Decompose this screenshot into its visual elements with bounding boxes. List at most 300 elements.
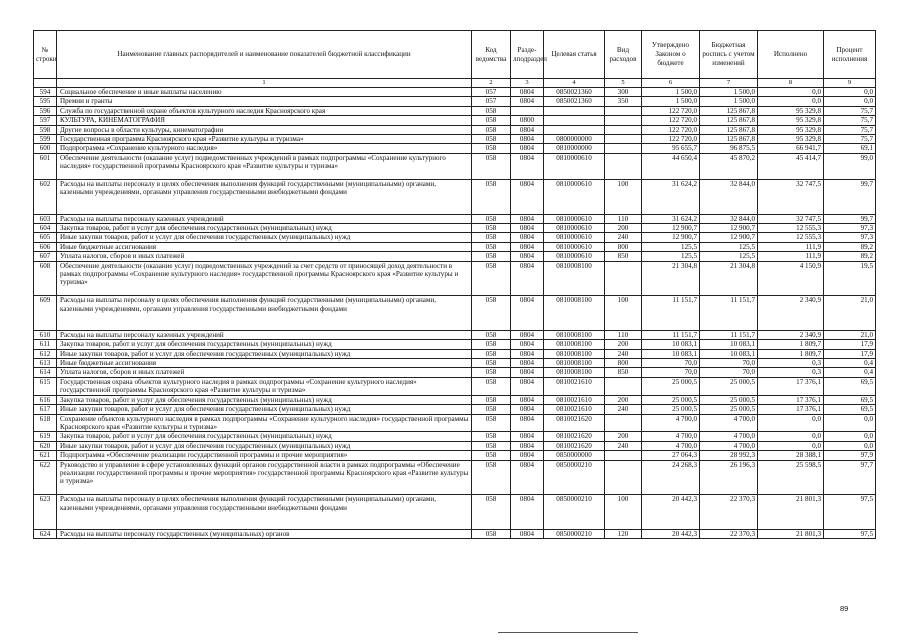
row-number: 599 (34, 135, 57, 144)
target-article: 0850000000 (544, 451, 605, 460)
executed-amount: 1 809,7 (758, 349, 824, 358)
header-target-article: Целевая статья (544, 31, 605, 79)
department-code: 058 (472, 330, 511, 339)
expense-type: 200 (605, 340, 642, 349)
schedule-amount: 10 083,1 (700, 349, 758, 358)
department-code: 058 (472, 153, 511, 179)
executed-amount: 95 329,8 (758, 116, 824, 125)
schedule-amount: 11 151,7 (700, 296, 758, 331)
percent-executed: 69,5 (824, 405, 876, 414)
executed-amount: 66 941,7 (758, 144, 824, 153)
department-code: 057 (472, 97, 511, 106)
executed-amount: 2 340,9 (758, 330, 824, 339)
percent-executed: 0,0 (824, 432, 876, 441)
department-code: 058 (472, 261, 511, 296)
table-row (34, 153, 876, 179)
row-number: 604 (34, 224, 57, 233)
section-code: 0804 (511, 242, 544, 251)
table-row (34, 125, 876, 134)
section-code (511, 106, 544, 115)
approved-amount: 10 083,1 (642, 340, 700, 349)
section-code: 0804 (511, 495, 544, 530)
expense-type (605, 377, 642, 395)
row-number: 612 (34, 349, 57, 358)
percent-executed: 0,0 (824, 414, 876, 432)
row-number: 601 (34, 153, 57, 179)
approved-amount: 20 442,3 (642, 529, 700, 538)
table-row (34, 97, 876, 106)
expense-type (605, 261, 642, 296)
schedule-amount: 25 000,5 (700, 377, 758, 395)
row-name: Закупка товаров, работ и услуг для обеспечения государственных (муниципальных) нужд (57, 395, 472, 404)
expense-type (605, 153, 642, 179)
schedule-amount: 22 370,3 (700, 495, 758, 530)
approved-amount: 20 442,3 (642, 495, 700, 530)
header-section-code: Разде-лподраздел (511, 31, 544, 79)
row-name: Руководство и управление в сфере установленных функций органов государственной власти в рамках подпрограммы «Обеспечение реализации государственной программы и прочие мероприятия» государственной программы Красноярского края «Развитие культуры и туризма» (57, 460, 472, 495)
executed-amount: 28 388,1 (758, 451, 824, 460)
table-row (34, 414, 876, 432)
column-index: 5 (605, 79, 642, 88)
schedule-amount: 12 900,7 (700, 233, 758, 242)
budget-execution-table (33, 30, 876, 539)
row-name: Расходы на выплаты персоналу государственных (муниципальных) органов (57, 529, 472, 538)
department-code: 058 (472, 495, 511, 530)
percent-executed: 89,2 (824, 242, 876, 251)
section-code: 0804 (511, 405, 544, 414)
percent-executed: 69,5 (824, 377, 876, 395)
department-code: 058 (472, 405, 511, 414)
target-article: 0850000210 (544, 460, 605, 495)
expense-type: 240 (605, 441, 642, 450)
department-code: 058 (472, 460, 511, 495)
expense-type: 240 (605, 233, 642, 242)
header-budget-schedule: Бюджетная роспись с учетом изменений (700, 31, 758, 79)
table-row (34, 405, 876, 414)
column-index: 7 (700, 79, 758, 88)
row-number: 598 (34, 125, 57, 134)
department-code: 058 (472, 242, 511, 251)
approved-amount: 12 900,7 (642, 233, 700, 242)
expense-type: 240 (605, 349, 642, 358)
column-index: 4 (544, 79, 605, 88)
section-code: 0804 (511, 529, 544, 538)
department-code: 058 (472, 451, 511, 460)
department-code: 058 (472, 414, 511, 432)
table-row (34, 106, 876, 115)
executed-amount: 32 747,5 (758, 180, 824, 215)
expense-type: 120 (605, 529, 642, 538)
percent-executed: 99,7 (824, 214, 876, 223)
schedule-amount: 21 304,8 (700, 261, 758, 296)
section-code: 0804 (511, 451, 544, 460)
approved-amount: 122 720,0 (642, 116, 700, 125)
table-row (34, 529, 876, 538)
approved-amount: 125,5 (642, 252, 700, 261)
row-number: 606 (34, 242, 57, 251)
schedule-amount: 125 867,8 (700, 125, 758, 134)
target-article: 0810008100 (544, 296, 605, 331)
department-code: 058 (472, 224, 511, 233)
percent-executed: 99,0 (824, 153, 876, 179)
section-code: 0804 (511, 441, 544, 450)
target-article: 0810000610 (544, 224, 605, 233)
target-article: 0810021620 (544, 432, 605, 441)
executed-amount: 0,0 (758, 88, 824, 97)
footer-divider (498, 632, 638, 633)
row-name: Государственная программа Красноярского края «Развитие культуры и туризма» (57, 135, 472, 144)
section-code: 0804 (511, 233, 544, 242)
row-name: КУЛЬТУРА, КИНЕМАТОГРАФИЯ (57, 116, 472, 125)
row-number: 610 (34, 330, 57, 339)
table-row (34, 135, 876, 144)
approved-amount: 4 700,0 (642, 441, 700, 450)
executed-amount: 45 414,7 (758, 153, 824, 179)
department-code: 058 (472, 340, 511, 349)
target-article: 0810021610 (544, 395, 605, 404)
department-code: 058 (472, 359, 511, 368)
row-number: 618 (34, 414, 57, 432)
percent-executed: 75,7 (824, 125, 876, 134)
section-code: 0804 (511, 125, 544, 134)
row-number: 597 (34, 116, 57, 125)
row-name: Расходы на выплаты персоналу в целях обеспечения выполнения функций государственными (муниципальными) органами, казенными учреждениями, органами управления государственными внебюджетными фондами (57, 296, 472, 331)
row-name: Уплата налогов, сборов и иных платежей (57, 368, 472, 377)
executed-amount: 1 809,7 (758, 340, 824, 349)
approved-amount: 44 650,4 (642, 153, 700, 179)
table-row (34, 224, 876, 233)
department-code: 058 (472, 252, 511, 261)
section-code: 0804 (511, 340, 544, 349)
expense-type: 350 (605, 97, 642, 106)
percent-executed: 97,3 (824, 233, 876, 242)
row-name: Расходы на выплаты персоналу казенных учреждений (57, 330, 472, 339)
row-number: 596 (34, 106, 57, 115)
section-code: 0804 (511, 214, 544, 223)
percent-executed: 99,7 (824, 180, 876, 215)
target-article: 0810000610 (544, 252, 605, 261)
schedule-amount: 125,5 (700, 252, 758, 261)
header-department-code: Код ведомства (472, 31, 511, 79)
row-number: 594 (34, 88, 57, 97)
percent-executed: 0,4 (824, 368, 876, 377)
schedule-amount: 22 370,3 (700, 529, 758, 538)
row-name: Сохранение объектов культурного наследия в рамках подпрограммы «Сохранение культурного наследия» государственной программы Красноярского края «Развитие культуры и туризма» (57, 414, 472, 432)
row-name: Расходы на выплаты персоналу казенных учреждений (57, 214, 472, 223)
row-name: Расходы на выплаты персоналу в целях обеспечения выполнения функций государственными (муниципальными) органами, казенными учреждениями, органами управления государственными внебюджетными фондами (57, 180, 472, 215)
approved-amount: 25 000,5 (642, 377, 700, 395)
executed-amount: 21 801,3 (758, 495, 824, 530)
executed-amount: 95 329,8 (758, 125, 824, 134)
percent-executed: 17,9 (824, 349, 876, 358)
approved-amount: 122 720,0 (642, 125, 700, 134)
row-name: Расходы на выплаты персоналу в целях обеспечения выполнения функций государственными (муниципальными) органами, казенными учреждениями, органами управления государственными внебюджетными фондами (57, 495, 472, 530)
executed-amount: 25 598,5 (758, 460, 824, 495)
section-code: 0804 (511, 97, 544, 106)
target-article: 0810000610 (544, 153, 605, 179)
section-code: 0804 (511, 330, 544, 339)
section-code: 0804 (511, 296, 544, 331)
target-article: 0810021620 (544, 414, 605, 432)
section-code: 0804 (511, 414, 544, 432)
department-code: 058 (472, 377, 511, 395)
row-name: Подпрограмма «Сохранение культурного наследия» (57, 144, 472, 153)
table-row (34, 144, 876, 153)
row-number: 617 (34, 405, 57, 414)
schedule-amount: 70,0 (700, 359, 758, 368)
table-row (34, 340, 876, 349)
table-row (34, 368, 876, 377)
executed-amount: 21 801,3 (758, 529, 824, 538)
expense-type: 100 (605, 296, 642, 331)
department-code: 058 (472, 529, 511, 538)
table-row (34, 296, 876, 331)
target-article: 0850000210 (544, 529, 605, 538)
expense-type: 110 (605, 214, 642, 223)
department-code: 058 (472, 135, 511, 144)
percent-executed: 21,0 (824, 330, 876, 339)
schedule-amount: 12 900,7 (700, 224, 758, 233)
approved-amount: 31 624,2 (642, 214, 700, 223)
row-name: Другие вопросы в области культуры, кинематографии (57, 125, 472, 134)
expense-type: 110 (605, 330, 642, 339)
schedule-amount: 4 700,0 (700, 432, 758, 441)
department-code: 058 (472, 214, 511, 223)
schedule-amount: 70,0 (700, 368, 758, 377)
table-row (34, 242, 876, 251)
table-row (34, 359, 876, 368)
department-code: 058 (472, 144, 511, 153)
expense-type (605, 460, 642, 495)
section-code: 0804 (511, 368, 544, 377)
expense-type: 100 (605, 495, 642, 530)
expense-type (605, 106, 642, 115)
expense-type: 300 (605, 88, 642, 97)
target-article: 0810000610 (544, 180, 605, 215)
expense-type: 200 (605, 432, 642, 441)
row-number: 620 (34, 441, 57, 450)
section-code: 0804 (511, 432, 544, 441)
target-article (544, 106, 605, 115)
budget-table-page (33, 30, 875, 539)
column-index: 3 (511, 79, 544, 88)
section-code: 0804 (511, 359, 544, 368)
approved-amount: 31 624,2 (642, 180, 700, 215)
expense-type (605, 414, 642, 432)
approved-amount: 122 720,0 (642, 135, 700, 144)
executed-amount: 4 150,9 (758, 261, 824, 296)
department-code: 057 (472, 88, 511, 97)
schedule-amount: 25 000,5 (700, 395, 758, 404)
section-code: 0804 (511, 180, 544, 215)
row-name: Закупка товаров, работ и услуг для обеспечения государственных (муниципальных) нужд (57, 340, 472, 349)
row-number: 624 (34, 529, 57, 538)
percent-executed: 0,0 (824, 88, 876, 97)
approved-amount: 11 151,7 (642, 296, 700, 331)
row-name: Служба по государственной охране объектов культурного наследия Красноярского края (57, 106, 472, 115)
expense-type: 850 (605, 252, 642, 261)
row-number: 603 (34, 214, 57, 223)
row-name: Закупка товаров, работ и услуг для обеспечения государственных (муниципальных) нужд (57, 432, 472, 441)
section-code: 0804 (511, 349, 544, 358)
approved-amount: 1 500,0 (642, 97, 700, 106)
expense-type: 100 (605, 180, 642, 215)
approved-amount: 21 304,8 (642, 261, 700, 296)
department-code: 058 (472, 441, 511, 450)
column-index: 8 (758, 79, 824, 88)
percent-executed: 21,0 (824, 296, 876, 331)
table-row (34, 252, 876, 261)
row-number: 621 (34, 451, 57, 460)
column-index (34, 79, 57, 88)
executed-amount: 0,3 (758, 359, 824, 368)
schedule-amount: 125 867,8 (700, 106, 758, 115)
approved-amount: 11 151,7 (642, 330, 700, 339)
target-article: 0810000610 (544, 242, 605, 251)
expense-type (605, 125, 642, 134)
schedule-amount: 125,5 (700, 242, 758, 251)
schedule-amount: 32 844,0 (700, 214, 758, 223)
executed-amount: 12 555,3 (758, 233, 824, 242)
department-code: 058 (472, 106, 511, 115)
department-code: 058 (472, 432, 511, 441)
table-row (34, 116, 876, 125)
table-row (34, 180, 876, 215)
percent-executed: 0,0 (824, 97, 876, 106)
percent-executed: 0,0 (824, 441, 876, 450)
approved-amount: 1 500,0 (642, 88, 700, 97)
row-number: 600 (34, 144, 57, 153)
schedule-amount: 1 500,0 (700, 88, 758, 97)
row-name: Иные закупки товаров, работ и услуг для обеспечения государственных (муниципальных) нужд (57, 441, 472, 450)
schedule-amount: 10 083,1 (700, 340, 758, 349)
table-row (34, 451, 876, 460)
section-code: 0804 (511, 395, 544, 404)
target-article: 0810008100 (544, 349, 605, 358)
expense-type: 200 (605, 395, 642, 404)
section-code: 0804 (511, 460, 544, 495)
row-name: Иные закупки товаров, работ и услуг для обеспечения государственных (муниципальных) нужд (57, 349, 472, 358)
schedule-amount: 45 870,2 (700, 153, 758, 179)
section-code: 0804 (511, 261, 544, 296)
approved-amount: 125,5 (642, 242, 700, 251)
executed-amount: 2 340,9 (758, 296, 824, 331)
schedule-amount: 96 875,5 (700, 144, 758, 153)
schedule-amount: 4 700,0 (700, 441, 758, 450)
column-index: 1 (57, 79, 472, 88)
percent-executed: 97,7 (824, 460, 876, 495)
row-name: Премии и гранты (57, 97, 472, 106)
approved-amount: 122 720,0 (642, 106, 700, 115)
executed-amount: 0,3 (758, 368, 824, 377)
approved-amount: 70,0 (642, 359, 700, 368)
approved-amount: 12 900,7 (642, 224, 700, 233)
executed-amount: 17 376,1 (758, 405, 824, 414)
target-article (544, 116, 605, 125)
approved-amount: 4 700,0 (642, 414, 700, 432)
target-article: 0810021610 (544, 377, 605, 395)
percent-executed: 19,5 (824, 261, 876, 296)
executed-amount: 95 329,8 (758, 135, 824, 144)
table-row (34, 395, 876, 404)
row-number: 619 (34, 432, 57, 441)
executed-amount: 0,0 (758, 441, 824, 450)
column-index: 9 (824, 79, 876, 88)
section-code: 0804 (511, 88, 544, 97)
header-name: Наименование главных распорядителей и наименование показателей бюджетной классификации (57, 31, 472, 79)
row-number: 605 (34, 233, 57, 242)
target-article: 0850021360 (544, 97, 605, 106)
executed-amount: 111,9 (758, 242, 824, 251)
target-article: 0810000000 (544, 144, 605, 153)
expense-type: 800 (605, 359, 642, 368)
percent-executed: 0,4 (824, 359, 876, 368)
expense-type (605, 135, 642, 144)
percent-executed: 75,7 (824, 116, 876, 125)
schedule-amount: 125 867,8 (700, 135, 758, 144)
table-row (34, 233, 876, 242)
row-number: 595 (34, 97, 57, 106)
department-code: 058 (472, 395, 511, 404)
table-body (34, 88, 876, 539)
executed-amount: 0,0 (758, 414, 824, 432)
row-name: Иные бюджетные ассигнования (57, 359, 472, 368)
table-row (34, 377, 876, 395)
approved-amount: 27 064,3 (642, 451, 700, 460)
row-number: 616 (34, 395, 57, 404)
row-number: 613 (34, 359, 57, 368)
target-article: 0850021360 (544, 88, 605, 97)
target-article: 0810000610 (544, 214, 605, 223)
percent-executed: 17,9 (824, 340, 876, 349)
approved-amount: 4 700,0 (642, 432, 700, 441)
section-code: 0804 (511, 252, 544, 261)
expense-type: 200 (605, 224, 642, 233)
page-number: 89 (840, 604, 849, 613)
schedule-amount: 28 992,3 (700, 451, 758, 460)
target-article: 0800000000 (544, 135, 605, 144)
executed-amount: 95 329,8 (758, 106, 824, 115)
target-article: 0810021620 (544, 441, 605, 450)
target-article (544, 125, 605, 134)
column-index-row (34, 79, 876, 88)
schedule-amount: 25 000,5 (700, 405, 758, 414)
executed-amount: 0,0 (758, 97, 824, 106)
executed-amount: 111,9 (758, 252, 824, 261)
row-name: Обеспечение деятельности (оказание услуг) подведомственных учреждений в рамках подпрограммы «Сохранение культурного наследия» государственной программы Красноярского края «Развитие культуры и туризма» (57, 153, 472, 179)
department-code: 058 (472, 368, 511, 377)
row-number: 607 (34, 252, 57, 261)
section-code: 0804 (511, 377, 544, 395)
approved-amount: 25 000,5 (642, 405, 700, 414)
target-article: 0810008100 (544, 368, 605, 377)
header-executed: Исполнено (758, 31, 824, 79)
target-article: 0810008100 (544, 340, 605, 349)
schedule-amount: 1 500,0 (700, 97, 758, 106)
table-row (34, 441, 876, 450)
percent-executed: 75,7 (824, 106, 876, 115)
section-code: 0804 (511, 224, 544, 233)
expense-type (605, 116, 642, 125)
department-code: 058 (472, 180, 511, 215)
table-row (34, 495, 876, 530)
percent-executed: 89,2 (824, 252, 876, 261)
target-article: 0810008100 (544, 261, 605, 296)
executed-amount: 12 555,3 (758, 224, 824, 233)
expense-type: 800 (605, 242, 642, 251)
schedule-amount: 26 196,3 (700, 460, 758, 495)
section-code: 0804 (511, 144, 544, 153)
